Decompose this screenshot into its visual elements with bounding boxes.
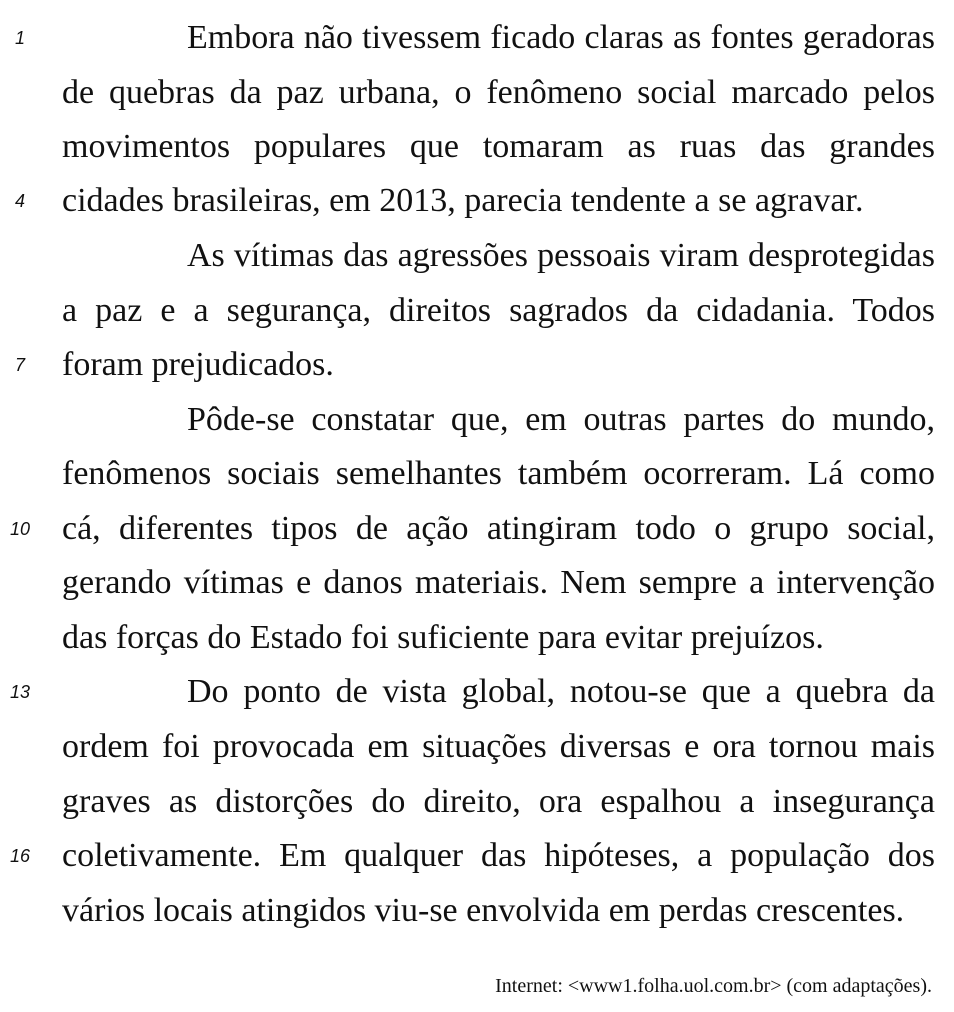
- text-line: ordem foi provocada em situações diversas e ora tornou mais: [62, 728, 935, 765]
- text-line: cá, diferentes tipos de ação atingiram todo o grupo social,: [62, 510, 935, 547]
- text-line: das forças do Estado foi suficiente para evitar prejuízos.: [62, 619, 824, 656]
- line-number: 16: [9, 846, 31, 866]
- text-line: a paz e a segurança, direitos sagrados da cidadania. Todos: [62, 292, 935, 329]
- text-line: foram prejudicados.: [62, 346, 334, 383]
- text-line: Do ponto de vista global, notou-se que a quebra da: [187, 673, 935, 710]
- text-line: movimentos populares que tomaram as ruas das grandes: [62, 128, 935, 165]
- line-number: 13: [9, 682, 31, 702]
- text-line: As vítimas das agressões pessoais viram desprotegidas: [187, 237, 935, 274]
- line-number: 7: [14, 355, 25, 375]
- text-line: Pôde-se constatar que, em outras partes do mundo,: [187, 401, 935, 438]
- text-line: graves as distorções do direito, ora espalhou a insegurança: [62, 783, 935, 820]
- text-line: coletivamente. Em qualquer das hipóteses, a população dos: [62, 837, 935, 874]
- line-number: 1: [14, 28, 25, 48]
- text-line: cidades brasileiras, em 2013, parecia tendente a se agravar.: [62, 182, 864, 219]
- text-line: fenômenos sociais semelhantes também ocorreram. Lá como: [62, 455, 935, 492]
- text-line: vários locais atingidos viu-se envolvida em perdas crescentes.: [62, 892, 905, 929]
- line-number: 4: [14, 191, 25, 211]
- source-citation: Internet: <www1.folha.uol.com.br> (com adaptações).: [495, 975, 932, 997]
- line-number: 10: [9, 519, 31, 539]
- text-line: gerando vítimas e danos materiais. Nem sempre a intervenção: [62, 564, 935, 601]
- text-line: Embora não tivessem ficado claras as fontes geradoras: [187, 19, 935, 56]
- text-line: de quebras da paz urbana, o fenômeno social marcado pelos: [62, 74, 935, 111]
